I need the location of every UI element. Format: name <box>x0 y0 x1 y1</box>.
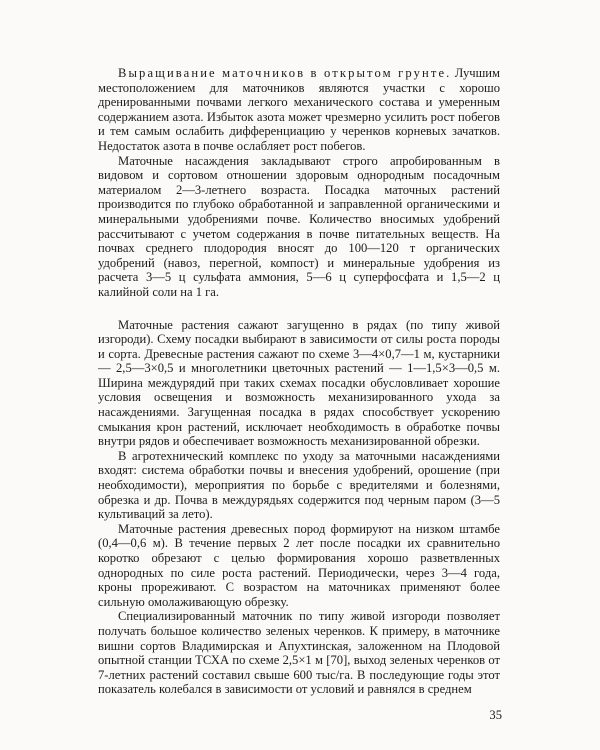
section-heading: Выращивание маточников в открытом грунте. <box>118 66 452 80</box>
paragraph-3: Маточные растения сажают загущенно в рядах (по типу живой изгороди). Схему посадки выбирают в зависимости от силы роста породы и сорта. Древесные растения сажают по схеме 3—4×0,7—1 м, кустарники — 2,5—3×0,5 и многолетники цветочных растений — 1—1,5×3—0,5 м. Ширина междурядий при таких схемах посадки обусловливает хорошие условия освещения и возможность механизированного ухода за насаждениями. Загущенная посадка в рядах способствует ускорению смыкания крон растений, исключает необходимость в обработке почвы внутри рядов и обеспечивает возможность механизированной обрезки. <box>98 317 500 449</box>
paragraph-4: В агротехнический комплекс по уходу за маточными насаждениями входят: система обработки почвы и внесения удобрений, орошение (при необходимости), мероприятия по борьбе с вредителями и болезнями, обрезка и др. Почва в междурядьях содержится под черным паром (3—5 культиваций за лето). <box>98 448 500 522</box>
paragraph-6: Специализированный маточник по типу живой изгороди позволяет получать большое количество зеленых черенков. К примеру, в маточнике вишни сортов Владимирская и Апухтинская, заложенном на Плодовой опытной станции ТСХА по схеме 2,5×1 м [70], выход зеленых черенков от 7-летних растений составил свыше 600 тыс/га. В последующие годы этот показатель колебался в зависимости от условий и равнялся в среднем <box>98 609 500 697</box>
paragraph-1 <box>98 66 500 154</box>
text-column <box>98 66 500 697</box>
paragraph-5: Маточные растения древесных пород формируют на низком штамбе (0,4—0,6 м). В течение первых 2 лет после посадки их сравнительно коротко обрезают с целью формирования хорошо разветвленных однородных по силе роста растений. Периодически, через 3—4 года, кроны прореживают. С возрастом на маточниках применяют более сильную омолаживающую обрезку. <box>98 521 500 609</box>
paragraph-2: Маточные насаждения закладывают строго апробированным в видовом и сортовом отношении здоровым однородным посадочным материалом 2—3-летнего возраста. Посадка маточных растений производится по глубоко обработанной и заправленной органическими и минеральными удобрениями почве. Количество вносимых удобрений рассчитывают с учетом содержания в почве питательных веществ. На почвах среднего плодородия вносят до 100—120 т органических удобрений (навоз, перегной, компост) и минеральные удобрения из расчета 3—5 ц сульфата аммония, 5—6 ц суперфосфата и 1,5—2 ц калийной соли на 1 га. <box>98 153 500 299</box>
paragraph-1-text: Лучшим местоположением для маточников являются участки с хорошо дренированными почвами легкого механического состава и умеренным содержанием азота. Избыток азота может чрезмерно усилить рост побегов и тем самым ослабить дифференциацию у черенков корневых зачатков. Недостаток азота в почве ослабляет рост побегов. <box>98 66 500 153</box>
page-number: 35 <box>489 708 502 722</box>
